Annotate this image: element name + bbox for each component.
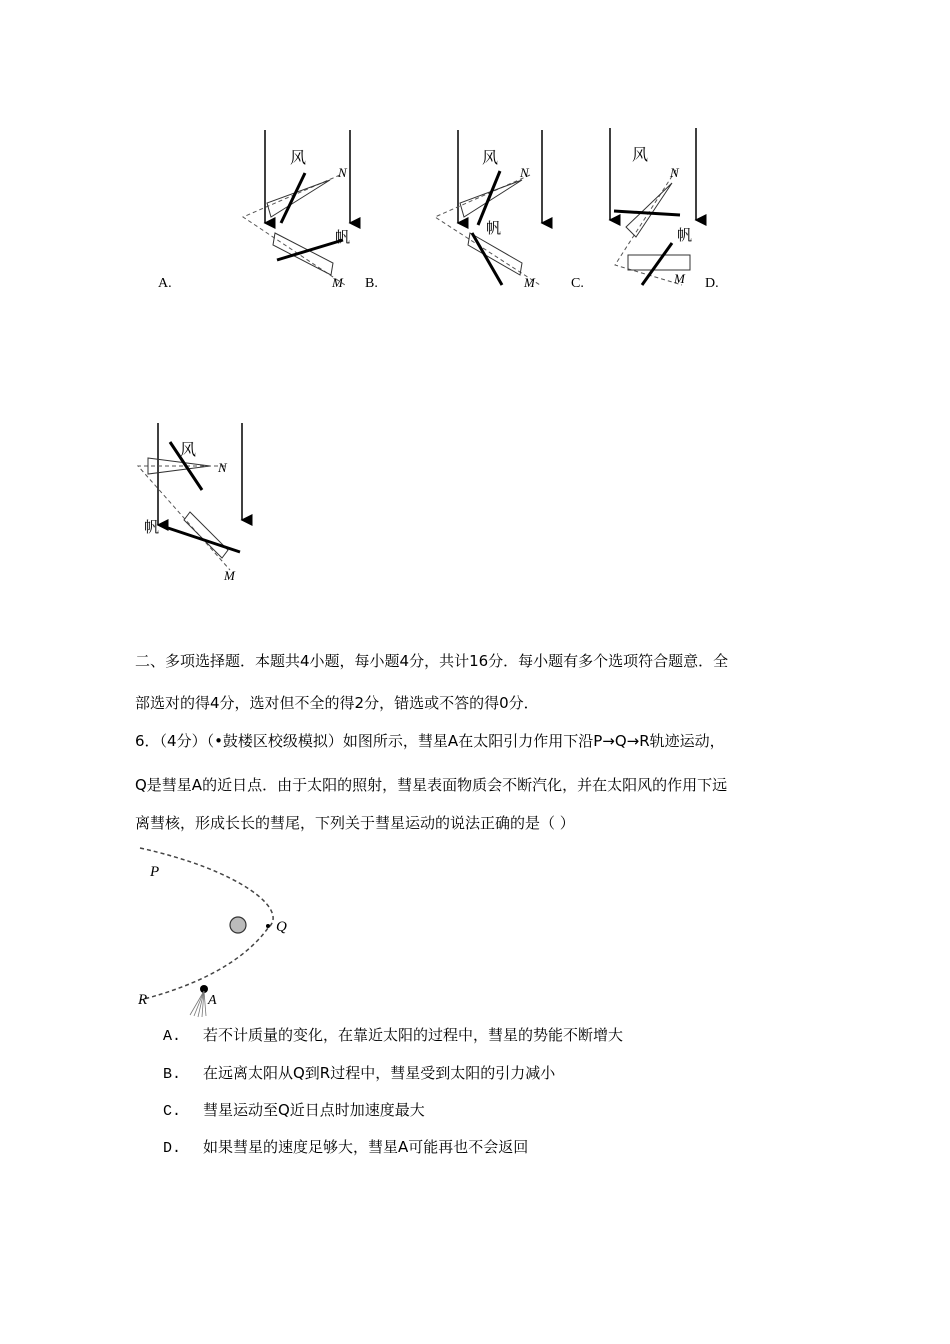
choice-text: 在远离太阳从Q到R过程中，彗星受到太阳的引力减小 — [203, 1064, 556, 1082]
choice-a — [163, 1024, 623, 1045]
sail-label: 帆 — [144, 518, 160, 536]
point-p-label: P — [150, 864, 160, 880]
point-q-label: Q — [276, 919, 287, 935]
choice-key: B. — [163, 1066, 182, 1083]
choice-text: 彗星运动至Q近日点时加速度最大 — [203, 1101, 425, 1119]
option-a-label: A. — [158, 276, 172, 291]
sail-label: 帆 — [677, 226, 693, 244]
choice-key: A. — [163, 1028, 182, 1045]
choice-text: 如果彗星的速度足够大，彗星A可能再也不会返回 — [203, 1138, 529, 1156]
wind-label: 风 — [290, 148, 307, 167]
choice-text: 若不计质量的变化，在靠近太阳的过程中，彗星的势能不断增大 — [203, 1026, 624, 1044]
choice-c — [163, 1099, 425, 1120]
figure-option-d — [130, 420, 260, 590]
choice-b — [163, 1062, 555, 1083]
choice-key: D. — [163, 1140, 182, 1157]
section-heading-line2: 部选对的得4分，选对但不全的得2分，错选或不答的得0分． — [135, 694, 539, 712]
figure-option-a — [235, 125, 365, 295]
wind-label: 风 — [632, 145, 649, 164]
question-text-line2: Q是彗星A的近日点．由于太阳的照射，彗星表面物质会不断汽化，并在太阳风的作用下远 — [135, 776, 728, 794]
n-label: N — [670, 165, 679, 180]
comet-orbit-figure — [130, 840, 305, 1020]
option-c-label: C. — [571, 276, 584, 291]
n-label: N — [338, 165, 347, 180]
sail-label: 帆 — [335, 228, 351, 246]
n-label: N — [520, 165, 529, 180]
m-label: M — [674, 271, 685, 286]
figure-option-c — [600, 125, 710, 295]
wind-label: 风 — [482, 148, 499, 167]
choice-key: C. — [163, 1103, 182, 1120]
sun-icon — [230, 917, 246, 933]
m-label: M — [224, 568, 235, 583]
option-b-label: B. — [365, 276, 378, 291]
figure-option-b — [430, 125, 560, 295]
m-label: M — [524, 275, 535, 290]
option-d-label: D. — [705, 276, 719, 291]
question-text-line1: 6．（4分）（•鼓楼区校级模拟）如图所示，彗星A在太阳引力作用下沿P→Q→R轨迹运动， — [135, 732, 725, 750]
question-text-line3: 离彗核，形成长长的彗尾，下列关于彗星运动的说法正确的是（ ） — [135, 814, 575, 832]
n-label: N — [218, 460, 227, 475]
point-r-label: R — [138, 992, 148, 1008]
sail-label: 帆 — [486, 219, 502, 237]
section-heading-line1: 二、多项选择题．本题共4小题，每小题4分，共计16分．每小题有多个选项符合题意．全 — [135, 652, 729, 670]
point-a-label: A — [208, 993, 217, 1008]
choice-d — [163, 1136, 528, 1157]
m-label: M — [332, 275, 343, 290]
perihelion-point — [266, 924, 270, 928]
wind-label: 风 — [180, 440, 197, 459]
